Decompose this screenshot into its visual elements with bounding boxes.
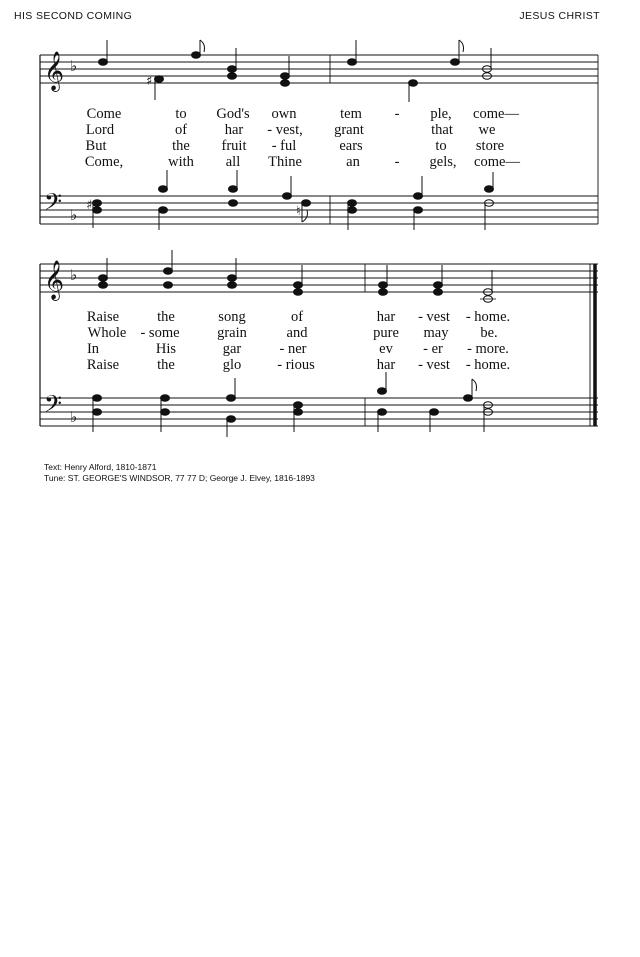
syllable: - vest — [418, 309, 450, 325]
syllable: - some — [140, 325, 180, 341]
syllable: har — [224, 122, 244, 138]
sharp-icon: ♯ — [146, 74, 153, 89]
flat-icon: ♭ — [70, 266, 78, 284]
syllable: - home. — [465, 357, 511, 373]
staff-treble-1 — [40, 55, 598, 83]
syllable: ev — [379, 341, 393, 357]
syllable: of — [290, 309, 304, 325]
treble-clef-icon: 𝄞 — [44, 260, 65, 300]
syllable: Raise — [86, 357, 120, 373]
syllable: fruit — [221, 138, 247, 154]
syllable: tem — [340, 106, 362, 122]
syllable: come— — [474, 154, 520, 170]
syllable: har — [376, 357, 396, 373]
natural-icon: ♮ — [296, 204, 301, 219]
syllable: Whole — [87, 325, 127, 341]
syllable: - more. — [467, 341, 509, 357]
syllable: Come, — [84, 154, 124, 170]
syllable: own — [271, 106, 297, 122]
flat-icon: ♭ — [70, 408, 78, 426]
syllable: to — [435, 138, 447, 154]
syllable: and — [286, 325, 308, 341]
flat-icon: ♭ — [70, 57, 78, 75]
tune-credit: Tune: ST. GEORGE'S WINDSOR, 77 77 D; George J. Elvey, 1816-1893 — [44, 473, 315, 483]
syllable: the — [157, 357, 175, 373]
syllable: gar — [222, 341, 242, 357]
syllable: pure — [373, 325, 399, 341]
syllable: store — [475, 138, 505, 154]
sharp-icon: ♯ — [86, 198, 93, 213]
syllable: - er — [423, 341, 443, 357]
syllable: - ful — [271, 138, 297, 154]
bass-clef-icon: 𝄢 — [44, 390, 63, 423]
syllable: - ner — [279, 341, 307, 357]
notes-system-1-treble — [99, 40, 492, 102]
syllable: - vest — [418, 357, 450, 373]
syllable: - rious — [277, 357, 315, 373]
syllable: - — [394, 154, 400, 170]
syllable: Raise — [86, 309, 120, 325]
syllable: Thine — [268, 154, 302, 170]
running-header-right: JESUS CHRIST — [519, 10, 600, 22]
syllable: - — [394, 106, 400, 122]
syllable: - home. — [465, 309, 511, 325]
text-credit: Text: Henry Alford, 1810-1871 — [44, 462, 157, 472]
syllable: be. — [480, 325, 498, 341]
notes-system-2-bass — [93, 372, 493, 437]
syllable: ears — [339, 138, 363, 154]
flat-icon: ♭ — [70, 206, 78, 224]
syllable: song — [218, 309, 246, 325]
syllable: the — [157, 309, 175, 325]
syllable: But — [85, 138, 107, 154]
syllable: of — [174, 122, 188, 138]
notes-system-1-bass — [93, 170, 494, 230]
syllable: we — [478, 122, 496, 138]
syllable: grain — [217, 325, 247, 341]
treble-clef-icon: 𝄞 — [44, 51, 65, 91]
syllable: Come — [86, 106, 122, 122]
staff-bass-1 — [40, 196, 598, 224]
syllable: come— — [473, 106, 519, 122]
syllable: all — [225, 154, 241, 170]
syllable: Lord — [85, 122, 115, 138]
syllable: ple, — [430, 106, 452, 122]
syllable: that — [431, 122, 453, 138]
syllable: glo — [222, 357, 242, 373]
syllable: His — [155, 341, 177, 357]
syllable: an — [346, 154, 360, 170]
staff-treble-2 — [40, 264, 598, 292]
syllable: - vest, — [267, 122, 303, 138]
syllable: God's — [216, 106, 250, 122]
syllable: grant — [334, 122, 364, 138]
notes-system-2-treble — [99, 250, 497, 302]
syllable: with — [168, 154, 194, 170]
syllable: In — [86, 341, 100, 357]
syllable: har — [376, 309, 396, 325]
syllable: may — [423, 325, 449, 341]
running-header-left: HIS SECOND COMING — [14, 10, 133, 22]
syllable: to — [175, 106, 187, 122]
staff-bass-2 — [40, 398, 598, 426]
syllable: the — [172, 138, 190, 154]
syllable: gels, — [429, 154, 457, 170]
bass-clef-icon: 𝄢 — [44, 188, 63, 221]
